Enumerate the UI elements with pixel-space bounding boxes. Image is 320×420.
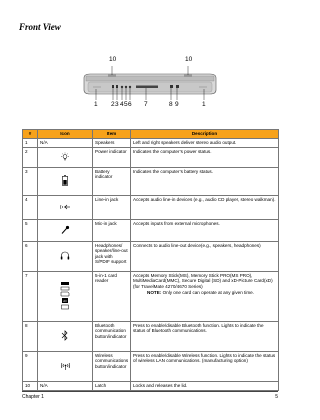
table-row bbox=[23, 352, 279, 382]
card-reader-description: Accepts Memory Stick(MS), Memory Stick PRO(MS PRO), MultiMediaCard(MMC), Secure Digital (SD) and xD-Picture Card(xD) bbox=[133, 273, 273, 284]
callout-label: 4 bbox=[120, 101, 124, 108]
row-item: Speakers bbox=[93, 139, 131, 148]
callout-label: 3 bbox=[115, 101, 119, 108]
note-text: Only one card can operate at any given time. bbox=[162, 290, 254, 296]
column-header-item: Item bbox=[93, 130, 131, 139]
laptop-front-illustration bbox=[80, 56, 220, 116]
row-item: Latch bbox=[93, 382, 131, 391]
row-description: Accepts audio line-in devices (e.g., audio CD player, stereo walkman). bbox=[131, 196, 279, 220]
row-item: Bluetooth communication button/indicator bbox=[93, 322, 131, 352]
row-number: 5 bbox=[23, 220, 38, 242]
column-header-icon: Icon bbox=[38, 130, 93, 139]
table-row bbox=[23, 220, 279, 242]
callout-label: 1 bbox=[202, 101, 206, 108]
callout-label: 1 bbox=[94, 101, 98, 108]
footer-page-number: 5 bbox=[275, 394, 278, 400]
front-view-table bbox=[22, 129, 279, 391]
svg-text:xD: xD bbox=[63, 298, 67, 303]
card-reader-series: (for TravelMate 4270/4670 Series) bbox=[133, 283, 203, 289]
row-item: Power indicator bbox=[93, 148, 131, 168]
headphones-icon bbox=[60, 251, 70, 261]
row-description: Indicates the computer’s power status. bbox=[131, 148, 279, 168]
callout-label: 6 bbox=[128, 101, 132, 108]
table-row bbox=[23, 382, 279, 391]
row-number: 3 bbox=[23, 168, 38, 196]
row-description bbox=[131, 272, 279, 322]
row-icon-text: N/A bbox=[38, 382, 93, 391]
callout-label: 9 bbox=[175, 101, 179, 108]
row-number: 1 bbox=[23, 139, 38, 148]
line-in-icon bbox=[59, 202, 71, 212]
row-number: 8 bbox=[23, 322, 38, 352]
row-number: 9 bbox=[23, 352, 38, 382]
table-header-row bbox=[23, 130, 279, 139]
row-item: Wireless communications button/indicator bbox=[93, 352, 131, 382]
row-description: Connects to audio line-out device(e.g., speakers, headphones) bbox=[131, 242, 279, 272]
laptop-front-figure bbox=[80, 56, 220, 116]
card-reader-note bbox=[133, 290, 276, 295]
wireless-icon bbox=[60, 360, 71, 371]
table-row bbox=[23, 139, 279, 148]
note-label: NOTE: bbox=[147, 290, 162, 296]
footer-chapter: Chapter 1 bbox=[22, 394, 44, 400]
row-item: Line-in jack bbox=[93, 196, 131, 220]
column-header-description: Description bbox=[131, 130, 279, 139]
battery-icon bbox=[62, 175, 68, 186]
callout-label: 8 bbox=[169, 101, 173, 108]
row-description: Locks and releases the lid. bbox=[131, 382, 279, 391]
row-description: Indicates the computer’s battery status. bbox=[131, 168, 279, 196]
bluetooth-icon bbox=[61, 330, 69, 341]
table-row bbox=[23, 168, 279, 196]
row-number: 6 bbox=[23, 242, 38, 272]
lightbulb-icon bbox=[60, 152, 70, 162]
table-row bbox=[23, 196, 279, 220]
row-item: Mic-in jack bbox=[93, 220, 131, 242]
row-number: 2 bbox=[23, 148, 38, 168]
table-row bbox=[23, 272, 279, 322]
row-icon-text: N/A bbox=[38, 139, 93, 148]
row-number: 10 bbox=[23, 382, 38, 391]
row-description: Left and right speakers deliver stereo audio output. bbox=[131, 139, 279, 148]
row-number: 7 bbox=[23, 272, 38, 322]
callout-label: 5 bbox=[124, 101, 128, 108]
callout-label: 7 bbox=[144, 101, 148, 108]
card-reader-icon bbox=[57, 281, 73, 311]
callout-label: 10 bbox=[109, 56, 117, 63]
row-number: 4 bbox=[23, 196, 38, 220]
footer-divider bbox=[22, 391, 278, 392]
page-title: Front View bbox=[19, 22, 61, 32]
row-description: Accepts inputs from external microphones. bbox=[131, 220, 279, 242]
row-item: 5-in-1 card reader bbox=[93, 272, 131, 322]
table-row bbox=[23, 322, 279, 352]
row-description: Press to enable/disable Wireless function. Lights to indicate the status of wireless LAN communications. (manufacturing option) bbox=[131, 352, 279, 382]
column-header-number: # bbox=[23, 130, 38, 139]
row-item: Headphones/ speaker/line-out jack with S/PDIF support bbox=[93, 242, 131, 272]
table-row bbox=[23, 148, 279, 168]
row-description: Press to enable/disable Bluetooth function. Lights to indicate the status of Bluetooth communications. bbox=[131, 322, 279, 352]
callout-label: 10 bbox=[185, 56, 193, 63]
table-row bbox=[23, 242, 279, 272]
row-item: Battery indicator bbox=[93, 168, 131, 196]
microphone-icon bbox=[60, 225, 70, 235]
callout-label: 2 bbox=[111, 101, 115, 108]
